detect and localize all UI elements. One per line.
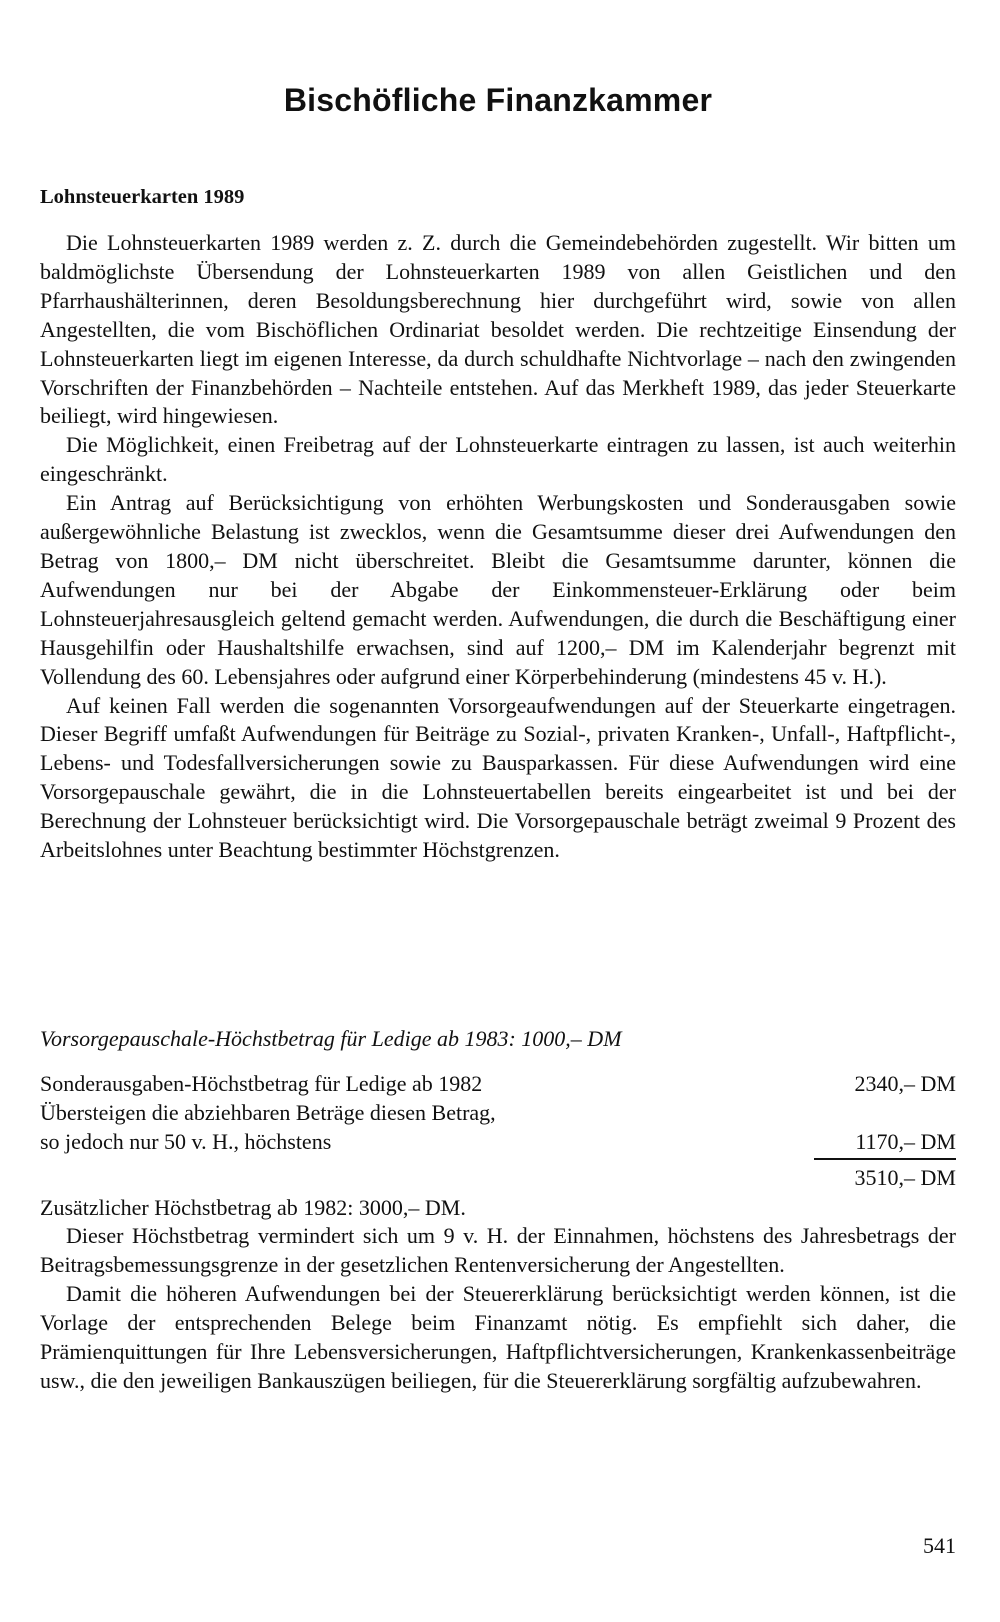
paragraph-verminderung: Dieser Höchstbetrag vermindert sich um 9 v. H. der Einnahmen, höchstens des Jahresbetrags der Beitragsbemessungsgrenze in der gesetzlichen Rentenversicherung der Angestellten. (40, 1223, 956, 1277)
amount-row-value: 1170,– DM (855, 1129, 956, 1154)
page-number: 541 (923, 1533, 956, 1558)
amount-row (40, 1098, 956, 1127)
amount-row-description: so jedoch nur 50 v. H., höchstens (40, 1129, 332, 1154)
paragraph-lohnsteuerkarten: Die Lohnsteuerkarten 1989 werden z. Z. durch die Gemeindebehörden zugestellt. Wir bitten um baldmöglichste Übersendung der Lohnsteuerkarten 1989 von allen Geistlichen und den Pfarrhaushälterinnen, deren Besoldungsberechnung hier durchgeführt wird, sowie von allen Angestellten, die vom Bischöflichen Ordinariat besoldet werden. Die rechtzeitige Einsendung der Lohnsteuerkarten liegt im eigenen Interesse, da durch schuldhafte Nichtvorlage – nach den zwingenden Vorschriften der Finanzbehörden – Nachteile entstehen. Auf das Merkheft 1989, das jeder Steuerkarte beiliegt, wird hingewiesen. (40, 230, 956, 429)
paragraph-werbungskosten: Ein Antrag auf Berücksichtigung von erhöhten Werbungskosten und Sonderausgaben sowie außergewöhnliche Belastung ist zwecklos, wenn die Gesamtsumme dieser drei Aufwendungen den Betrag von 1800,– DM nicht überschreitet. Bleibt die Gesamtsumme darunter, können die Aufwendungen nur bei der Abgabe der Einkommensteuer-Erklärung oder beim Lohnsteuerjahresausgleich geltend gemacht werden. Aufwendungen, die durch die Beschäftigung einer Hausgehilfin oder Haushaltshilfe erwachsen, sind auf 1200,– DM im Kalenderjahr begrenzt mit Vollendung des 60. Lebensjahres oder aufgrund einer Körperbehinderung (mindestens 45 v. H.). (40, 490, 956, 689)
body-text-part-one (40, 229, 956, 865)
paragraph-vorsorgeaufwendungen: Auf keinen Fall werden die sogenannten Vorsorgeaufwendungen auf der Steuerkarte eingetragen. Dieser Begriff umfaßt Aufwendungen für Beiträge zu Sozial-, privaten Kranken-, Unfall-, Haftpflicht-, Lebens- und Todesfallversicherungen sowie zu Bausparkassen. Für diese Aufwendungen wird eine Vorsorgepauschale gewährt, die in die Lohnsteuertabellen bereits eingearbeitet ist und bei der Berechnung der Lohnsteuer berücksichtigt wird. Die Vorsorgepauschale beträgt zweimal 9 Prozent des Arbeitslohnes unter Beachtung bestimmter Höchstgrenzen. (40, 692, 956, 863)
page-title: Bischöfliche Finanzkammer (283, 82, 713, 118)
paragraph-freibetrag: Die Möglichkeit, einen Freibetrag auf der Lohnsteuerkarte eintragen zu lassen, ist auch weiterhin eingeschränkt. (40, 432, 956, 487)
paragraph-belege: Damit die höheren Aufwendungen bei der Steuererklärung berücksichtigt werden können, ist die Vorlage der entsprechenden Belege beim Finanzamt nötig. Es empfiehlt sich daher, die Prämienquittungen für Ihre Lebensversicherungen, Haftpflichtversicherungen, Krankenkassenbeiträge usw., die den jeweiligen Bankauszügen beiliegen, für die Steuererklärung sorgfältig aufzubewahren. (40, 1280, 956, 1393)
sum-divider-line (814, 1158, 956, 1160)
amount-row-value: 2340,– DM (854, 1071, 956, 1096)
body-text-part-two (40, 1222, 956, 1395)
amount-row-description: Übersteigen die abziehbaren Beträge diesen Betrag, (40, 1100, 496, 1125)
amount-table (40, 1069, 956, 1192)
amount-row (40, 1069, 956, 1098)
document-page (40, 0, 956, 1622)
amount-total: 3510,– DM (854, 1165, 956, 1190)
zusaetzlicher-hoechstbetrag: Zusätzlicher Höchstbetrag ab 1982: 3000,– DM. (40, 1195, 466, 1220)
vorsorgepauschale-hoechstbetrag: Vorsorgepauschale-Höchstbetrag für Ledige ab 1983: 1000,– DM (40, 1026, 622, 1051)
amount-row (40, 1127, 956, 1156)
section-heading: Lohnsteuerkarten 1989 (40, 186, 245, 208)
amount-row-description: Sonderausgaben-Höchstbetrag für Ledige ab 1982 (40, 1071, 483, 1096)
amount-total-row (40, 1163, 956, 1192)
